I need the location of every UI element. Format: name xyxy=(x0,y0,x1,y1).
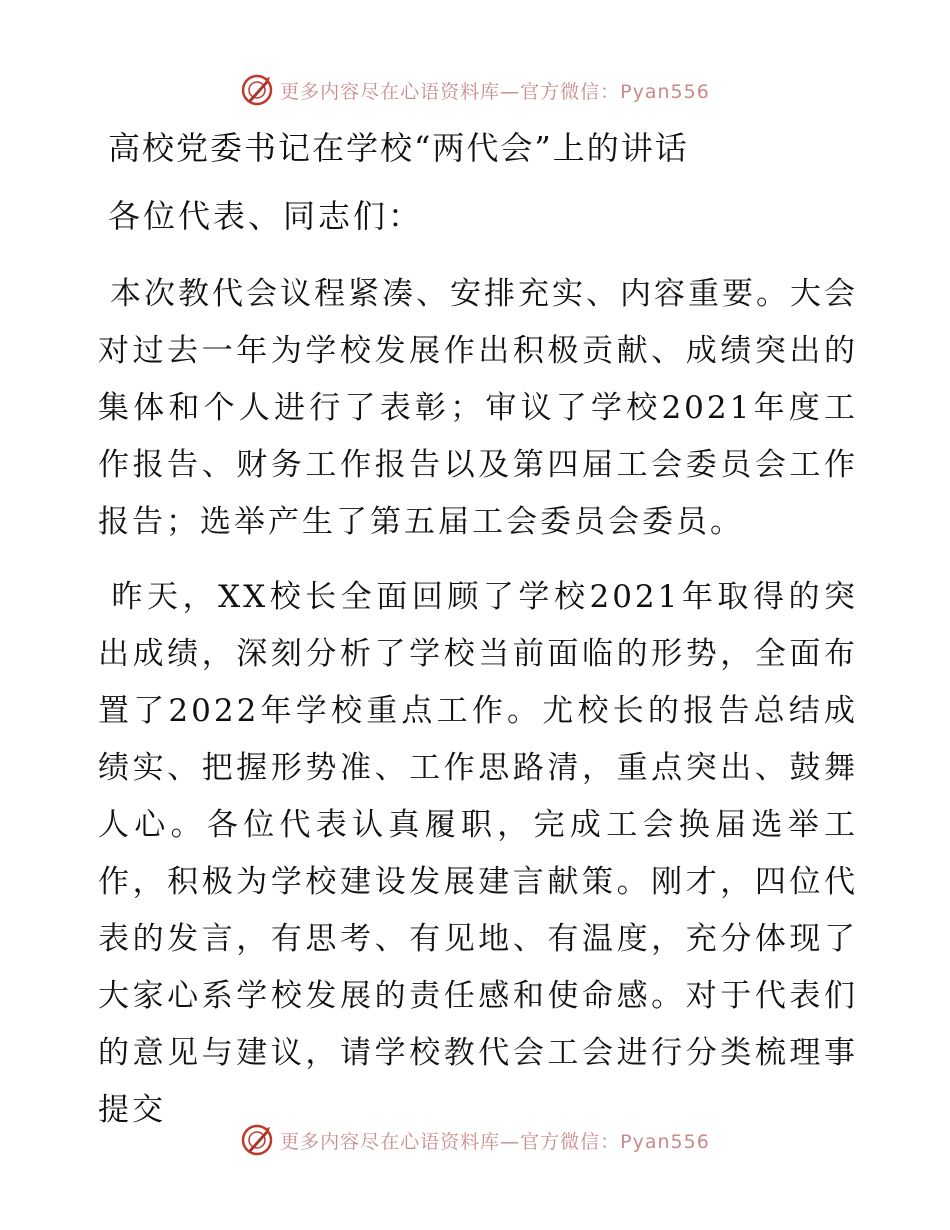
paragraph-1 xyxy=(98,266,858,551)
watermark-text: 更多内容尽在心语资料库—官方微信：Pyan556 xyxy=(280,1130,710,1153)
document-title: 高校党委书记在学校“两代会”上的讲话 xyxy=(108,129,689,167)
paragraph-1-text: 本次教代会议程紧凑、安排充实、内容重要。大会对过去一年为学校发展作出积极贡献、成绩突出的集体和个人进行了表彰；审议了学校2021年度工作报告、财务工作报告以及第四届工会委员会工作报告；选举产生了第五届工会委员会委员。 xyxy=(98,276,858,540)
document-body xyxy=(98,128,858,1157)
salutation: 各位代表、同志们： xyxy=(108,197,424,235)
paragraph-2-text: 昨天，XX校长全面回顾了学校2021年取得的突出成绩，深刻分析了学校当前面临的形势，全面布置了2022年学校重点工作。尤校长的报告总结成绩实、把握形势准、工作思路清，重点突出、鼓舞人心。各位代表认真履职，完成工会换届选举工作，积极为学校建设发展建言献策。刚才，四位代表的发言，有思考、有见地、有温度，充分体现了大家心系学校发展的责任感和使命感。对于代表们的意见与建议，请学校教代会工会进行分类梳理事提交 xyxy=(98,579,858,1128)
quill-pen-logo-icon xyxy=(240,73,274,107)
paragraph-2 xyxy=(98,569,858,1139)
header-watermark xyxy=(0,70,950,110)
footer-watermark xyxy=(0,1120,950,1160)
quill-pen-logo-icon xyxy=(240,1123,274,1157)
watermark-text: 更多内容尽在心语资料库—官方微信：Pyan556 xyxy=(280,80,710,103)
